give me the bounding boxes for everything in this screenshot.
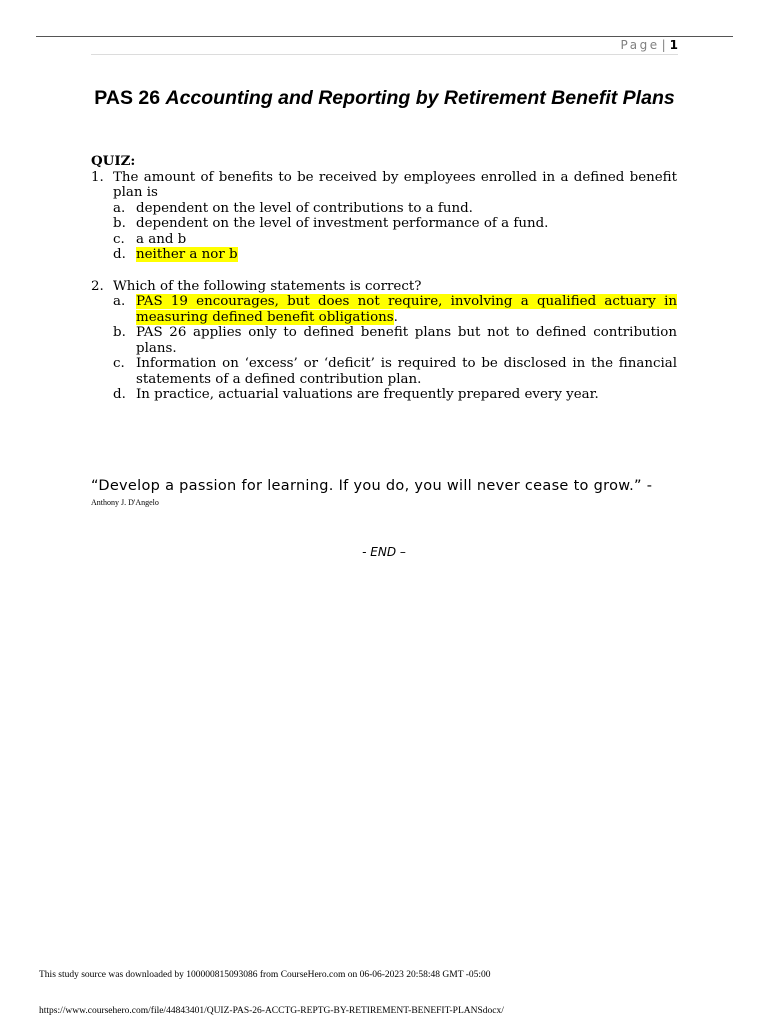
option-suffix: . (393, 309, 398, 325)
option-letter: b. (113, 216, 126, 231)
page-separator: | (661, 38, 666, 52)
option-1c (113, 232, 677, 248)
option-2a-answer (113, 294, 677, 325)
option-text: dependent on the level of contributions to a fund. (136, 200, 473, 216)
question-2 (91, 279, 677, 295)
option-letter: c. (113, 356, 125, 371)
top-divider (36, 36, 733, 37)
option-letter: a. (113, 200, 126, 216)
question-1 (91, 170, 677, 201)
option-text: In practice, actuarial valuations are frequently prepared every year. (136, 387, 599, 402)
option-1d-answer (113, 247, 677, 263)
option-letter: a. (113, 294, 126, 309)
option-1b (113, 216, 677, 232)
quiz-label: QUIZ: (91, 153, 136, 169)
option-text: Information on ‘excess’ or ‘deficit’ is required to be disclosed in the financial statements of a defined contribution plan. (136, 356, 677, 387)
option-text: dependent on the level of investment performance of a fund. (136, 216, 549, 231)
question-number: 1. (91, 169, 104, 185)
question-number: 2. (91, 278, 104, 294)
highlighted-answer: neither a nor b (136, 247, 238, 262)
option-text: PAS 26 applies only to defined benefit plans but not to defined contribution plans. (136, 325, 677, 356)
option-letter: b. (113, 325, 126, 340)
option-2d (113, 387, 677, 403)
question-1-options (91, 201, 677, 263)
page-number-header (621, 38, 678, 52)
highlighted-answer: PAS 19 encourages, but does not require, involving a qualified actuary in measuring defined benefit obligations (136, 294, 677, 325)
option-text: a and b (136, 231, 187, 247)
motivational-quote: “Develop a passion for learning. If you do, you will never cease to grow.” - (91, 478, 653, 494)
page-word: Page (620, 38, 660, 52)
question-text: Which of the following statements is correct? (113, 278, 422, 294)
title-prefix: PAS 26 (94, 87, 166, 109)
option-2c (113, 356, 677, 387)
option-letter: d. (113, 387, 126, 402)
quote-author: Anthony J. D'Angelo (91, 498, 159, 507)
download-source-note: This study source was downloaded by 100000815093086 from CourseHero.com on 06-06-2023 20:58:48 GMT -05:00 (39, 970, 491, 980)
document-title (91, 87, 678, 110)
source-url[interactable]: https://www.coursehero.com/file/44843401/QUIZ-PAS-26-ACCTG-REPTG-BY-RETIREMENT-BENEFIT-PLANSdocx/ (39, 1006, 504, 1016)
quiz-body (91, 154, 677, 403)
header-divider (91, 54, 678, 55)
option-letter: d. (113, 247, 126, 262)
option-1a (113, 201, 677, 217)
option-letter: c. (113, 231, 125, 247)
page-number: 1 (669, 38, 678, 52)
question-text: The amount of benefits to be received by employees enrolled in a defined benefit plan is (113, 169, 677, 200)
title-italic: Accounting and Reporting by Retirement Benefit Plans (165, 87, 675, 109)
option-2b (113, 325, 677, 356)
question-2-options (91, 294, 677, 403)
end-marker: - END – (362, 545, 406, 559)
